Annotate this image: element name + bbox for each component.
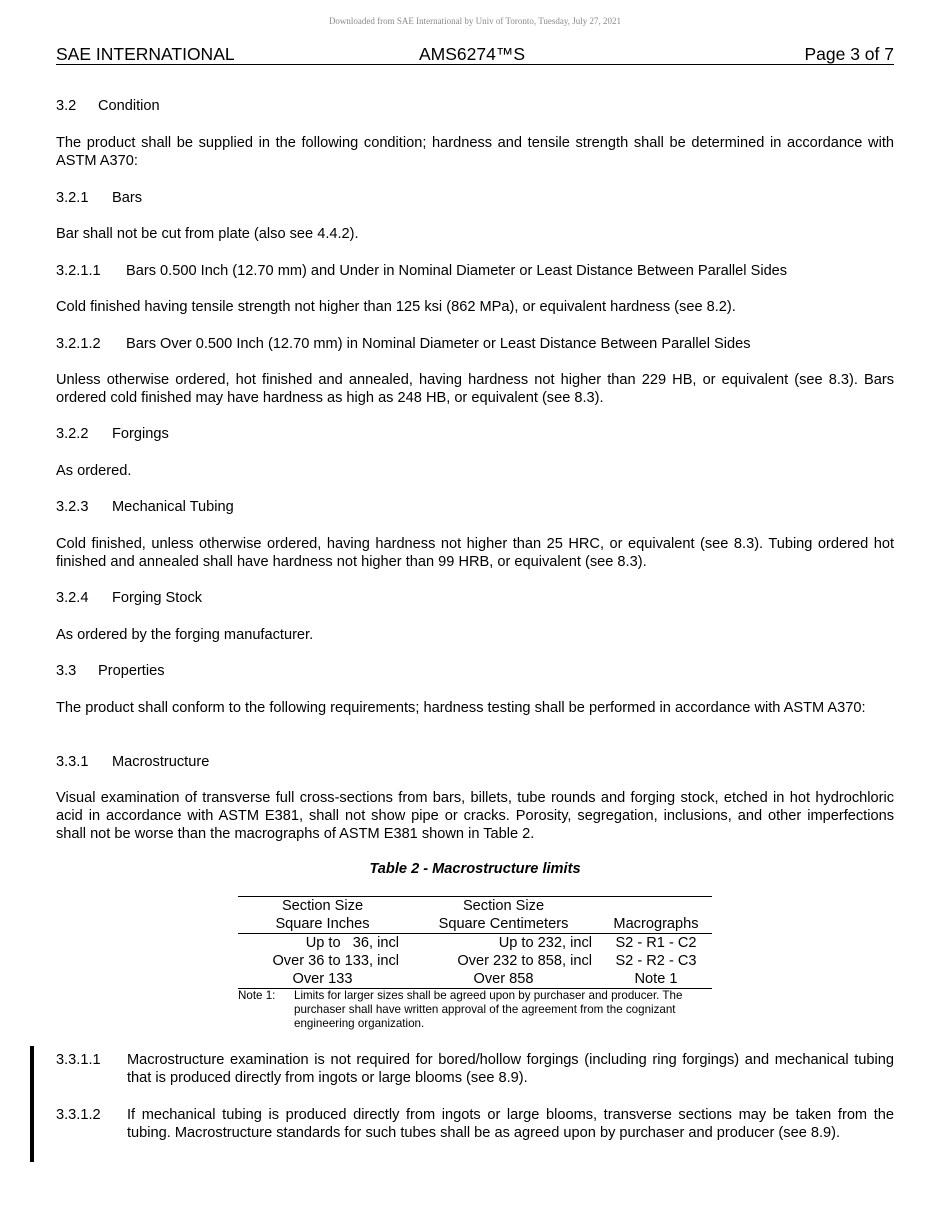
paragraph-3-2: The product shall be supplied in the following condition; hardness and tensile strength shall be determined in accordance with ASTM A370:	[56, 135, 894, 169]
section-heading-3-2-1-2	[56, 335, 894, 353]
paragraph-3-3: The product shall conform to the following requirements; hardness testing shall be performed in accordance with ASTM A370:	[56, 700, 866, 716]
paragraph-3-3-1: Visual examination of transverse full cross-sections from bars, billets, tube rounds and forging stock, etched in hot hydrochloric acid in accordance with ASTM E381, shall not show pipe or cracks. Porosity, segregation, inclusions, and other imperfections shall not be worse than the macrographs of ASTM E381 shown in Table 2.	[56, 790, 894, 842]
section-number: 3.3.1.1	[56, 1052, 101, 1068]
section-heading-3-2-3	[56, 498, 894, 516]
paragraph-3-2-2: As ordered.	[56, 463, 132, 479]
section-title: Forgings	[112, 426, 169, 442]
section-number: 3.2.3	[56, 499, 89, 515]
section-number: 3.3.1.2	[56, 1107, 101, 1123]
table-cell: Over 133	[238, 970, 407, 989]
table-cell: Over 36 to 133, incl	[272, 953, 399, 969]
header-doc-id: AMS6274™S	[419, 44, 526, 64]
section-heading-3-2-1-1	[56, 262, 894, 280]
table-caption: Table 2 - Macrostructure limits	[369, 861, 581, 877]
section-number: 3.3	[56, 663, 77, 679]
paragraph-3-2-1: Bar shall not be cut from plate (also see 4.4.2).	[56, 226, 359, 242]
section-number: 3.3.1	[56, 754, 89, 770]
section-title: Bars 0.500 Inch (12.70 mm) and Under in Nominal Diameter or Least Distance Between Parallel Sides	[126, 263, 788, 279]
paragraph-3-2-1-2: Unless otherwise ordered, hot finished and annealed, having hardness not higher than 229 HB, or equivalent (see 8.3). Bars ordered cold finished may have hardness as high as 248 HB, or equivalent (see 8.3).	[56, 372, 894, 406]
section-title: Forging Stock	[112, 590, 203, 606]
section-title: Condition	[98, 98, 160, 114]
table-cell: Over 232 to 858, incl	[457, 953, 592, 969]
note-text: Limits for larger sizes shall be agreed upon by purchaser and producer. The purchaser shall have written approval of the agreement from the cognizant engineering organization.	[294, 989, 683, 1030]
macrostructure-table	[238, 896, 712, 989]
paragraph-3-2-4: As ordered by the forging manufacturer.	[56, 627, 314, 643]
header-org: SAE INTERNATIONAL	[56, 44, 235, 64]
note-label: Note 1:	[238, 989, 276, 1002]
section-title: Bars Over 0.500 Inch (12.70 mm) in Nominal Diameter or Least Distance Between Parallel Sides	[126, 336, 751, 352]
paragraph-text: Macrostructure examination is not required for bored/hollow forgings (including ring forgings) and mechanical tubing that is produced directly from ingots or large blooms (see 8.9).	[127, 1052, 894, 1086]
section-heading-3-2	[56, 97, 894, 115]
table-cell: Up to 36, incl	[305, 935, 399, 951]
table-cell: Over 858	[407, 970, 600, 989]
section-title: Bars	[112, 190, 143, 206]
table-cell: Note 1	[600, 970, 712, 989]
paragraph-3-2-1-1: Cold finished having tensile strength not higher than 125 ksi (862 MPa), or equivalent hardness (see 8.2).	[56, 299, 736, 315]
table-header-cell: Square Centimeters	[407, 915, 600, 934]
section-heading-3-3-1	[56, 753, 894, 771]
paragraph-3-3-1-2	[56, 1106, 894, 1142]
page-header	[56, 44, 894, 65]
section-number: 3.2.1.2	[56, 336, 101, 352]
section-number: 3.2.2	[56, 426, 89, 442]
section-heading-3-2-1	[56, 189, 894, 207]
table-row	[238, 952, 712, 970]
section-heading-3-2-4	[56, 589, 894, 607]
table-row	[238, 934, 712, 953]
download-watermark: Downloaded from SAE International by Univ of Toronto, Tuesday, July 27, 2021	[328, 16, 622, 26]
section-heading-3-2-2	[56, 425, 894, 443]
revision-bar	[30, 1046, 34, 1162]
table-header-cell: Section Size	[238, 897, 407, 916]
table-header-cell: Macrographs	[600, 915, 712, 934]
section-title: Mechanical Tubing	[112, 499, 234, 515]
table-row	[238, 970, 712, 989]
section-number: 3.2	[56, 98, 77, 114]
table-header-cell: Section Size	[407, 897, 600, 916]
section-title: Properties	[98, 663, 165, 679]
paragraph-text: If mechanical tubing is produced directly from ingots or large blooms, transverse sections may be taken from the tubing. Macrostructure standards for such tubes shall be as agreed upon by purchaser and producer (see 8.9).	[127, 1107, 894, 1141]
table-cell: S2 - R1 - C2	[615, 935, 697, 951]
section-title: Macrostructure	[112, 754, 210, 770]
table-header-cell	[600, 897, 712, 916]
table-header-cell: Square Inches	[238, 915, 407, 934]
section-number: 3.2.1.1	[56, 263, 101, 279]
section-number: 3.2.1	[56, 190, 89, 206]
paragraph-3-2-3: Cold finished, unless otherwise ordered, having hardness not higher than 25 HRC, or equivalent (see 8.3). Tubing ordered hot finished and annealed shall have hardness not higher than 99 HRB, or equivalent (see 8.3).	[56, 536, 894, 570]
table-cell: Up to 232, incl	[498, 935, 592, 951]
section-number: 3.2.4	[56, 590, 89, 606]
paragraph-3-3-1-1	[56, 1051, 894, 1087]
section-heading-3-3	[56, 662, 894, 680]
header-page-number: Page 3 of 7	[804, 44, 894, 64]
table-cell: S2 - R2 - C3	[615, 953, 697, 969]
